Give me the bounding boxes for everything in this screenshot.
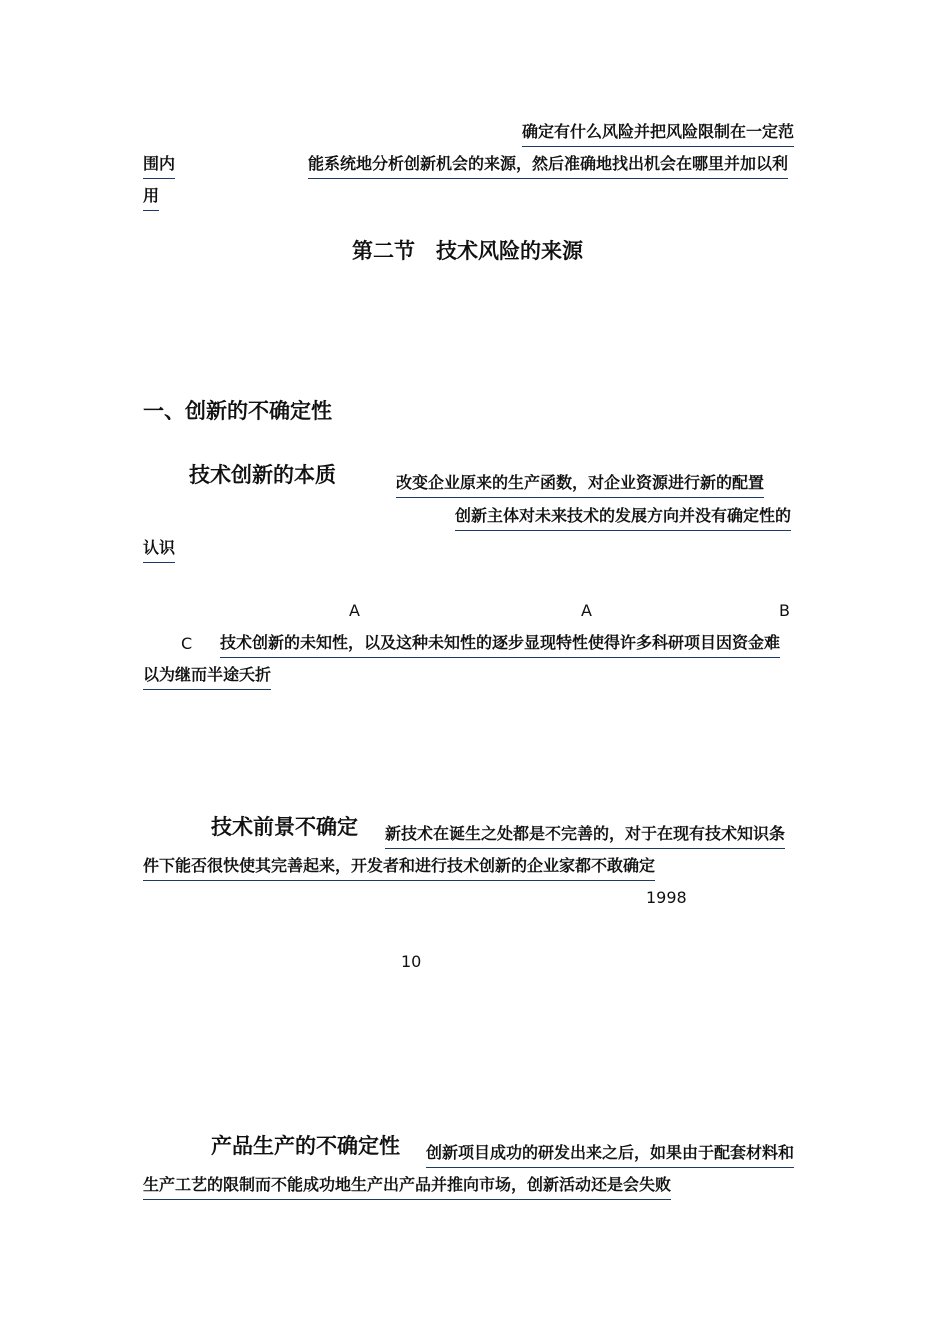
intro-line-3: 用 [143,186,159,211]
marker-a-1: A [349,601,360,620]
essence-label: 技术创新的本质 [189,463,336,487]
marker-b: B [779,601,790,620]
production-line-1: 创新项目成功的研发出来之后，如果由于配套材料和 [426,1143,794,1168]
production-line-2: 生产工艺的限制而不能成功地生产出产品并推向市场，创新活动还是会失败 [143,1175,671,1200]
section-title: 第二节 技术风险的来源 [352,239,583,263]
prospect-line-1: 新技术在诞生之处都是不完善的，对于在现有技术知识条 [385,824,785,849]
prospect-line-2: 件下能否很快使其完善起来，开发者和进行技术创新的企业家都不敢确定 [143,856,655,881]
essence-line-3: 认识 [143,538,175,563]
year-1998: 1998 [646,888,687,907]
intro-line-2-left: 围内 [143,154,175,179]
number-10: 10 [401,952,422,971]
production-label: 产品生产的不确定性 [211,1134,400,1158]
essence-line-1: 改变企业原来的生产函数，对企业资源进行新的配置 [396,473,764,498]
marker-c: C [181,634,193,653]
prospect-label: 技术前景不确定 [211,815,358,839]
unknown-line-1: 技术创新的未知性，以及这种未知性的逐步显现特性使得许多科研项目因资金难 [220,633,780,658]
unknown-line-2: 以为继而半途夭折 [143,665,271,690]
intro-line-2-right: 能系统地分析创新机会的来源，然后准确地找出机会在哪里并加以利 [308,154,788,179]
marker-a-2: A [581,601,592,620]
intro-line-1: 确定有什么风险并把风险限制在一定范 [522,122,794,147]
heading-uncertainty: 一、创新的不确定性 [143,399,332,423]
essence-line-2: 创新主体对未来技术的发展方向并没有确定性的 [455,506,791,531]
